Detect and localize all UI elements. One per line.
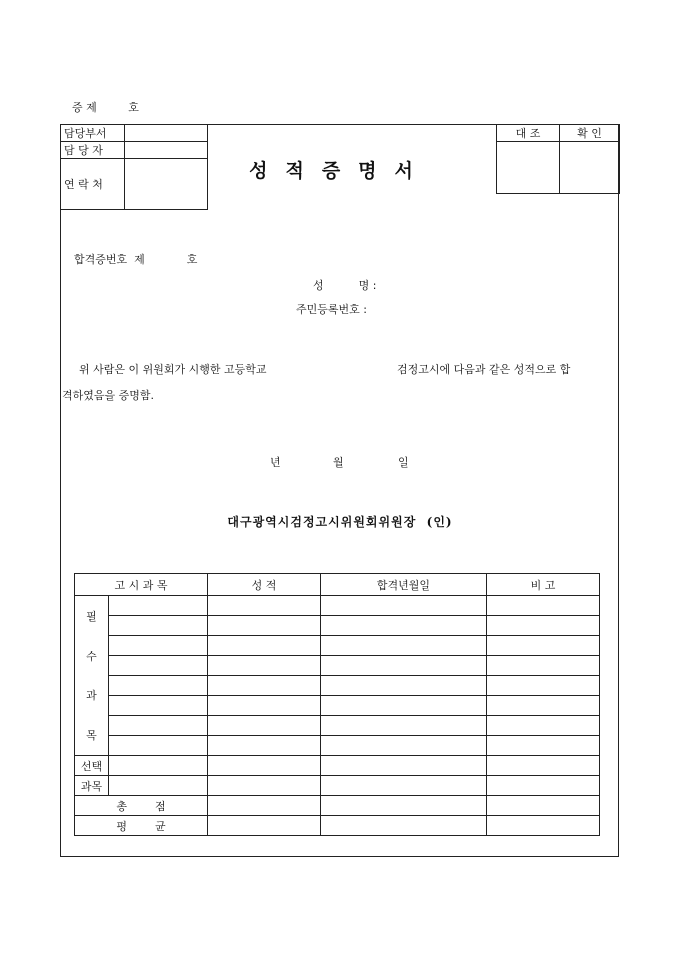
- elective-label-1: 선택: [75, 756, 109, 776]
- resident-number-label: 주민등록번호 :: [296, 303, 367, 316]
- compare-stamp-cell[interactable]: [497, 142, 560, 194]
- required-label-char: 과: [86, 689, 97, 703]
- body-text-line2: 격하였음을 증명함.: [62, 389, 155, 402]
- total-score-cell[interactable]: [208, 796, 321, 816]
- date-day: 일: [398, 456, 409, 469]
- required-label-char: 수: [86, 649, 97, 663]
- table-cell[interactable]: [109, 656, 208, 676]
- person-value[interactable]: [125, 142, 208, 159]
- table-cell[interactable]: [109, 736, 208, 756]
- contact-value[interactable]: [125, 159, 208, 210]
- table-cell[interactable]: [208, 756, 321, 776]
- certificate-number-label: 증 제 호: [72, 101, 139, 114]
- table-cell[interactable]: [208, 696, 321, 716]
- table-cell[interactable]: [208, 676, 321, 696]
- table-cell[interactable]: [321, 696, 487, 716]
- table-cell[interactable]: [109, 756, 208, 776]
- header-score: 성 적: [208, 574, 321, 596]
- table-cell[interactable]: [109, 696, 208, 716]
- table-cell[interactable]: [109, 776, 208, 796]
- table-cell[interactable]: [208, 776, 321, 796]
- total-label: 총 점: [75, 796, 208, 816]
- table-cell[interactable]: [321, 736, 487, 756]
- table-cell[interactable]: [321, 596, 487, 616]
- table-cell[interactable]: [487, 676, 600, 696]
- table-cell[interactable]: [321, 656, 487, 676]
- table-cell[interactable]: [487, 656, 600, 676]
- date-year: 년: [270, 456, 281, 469]
- table-cell[interactable]: [321, 616, 487, 636]
- table-cell[interactable]: [487, 776, 600, 796]
- table-cell[interactable]: [208, 736, 321, 756]
- required-label-char: 목: [86, 729, 97, 743]
- table-cell[interactable]: [208, 596, 321, 616]
- verification-box: [496, 124, 620, 194]
- table-cell[interactable]: [208, 716, 321, 736]
- table-cell[interactable]: [487, 816, 600, 836]
- table-cell[interactable]: [487, 596, 600, 616]
- department-info-box: [60, 124, 208, 210]
- body-text-line1-left: 위 사람은 이 위원회가 시행한 고등학교: [79, 363, 267, 376]
- confirm-stamp-cell[interactable]: [560, 142, 620, 194]
- required-subjects-label: [75, 596, 109, 756]
- header-remarks: 비 고: [487, 574, 600, 596]
- header-subject: 고 시 과 목: [75, 574, 208, 596]
- table-cell[interactable]: [208, 636, 321, 656]
- grades-table: [74, 573, 600, 836]
- department-value[interactable]: [125, 125, 208, 142]
- table-cell[interactable]: [487, 696, 600, 716]
- required-label-char: 필: [86, 609, 97, 623]
- table-cell[interactable]: [321, 716, 487, 736]
- pass-certificate-number: 합격증번호 제 호: [74, 253, 198, 266]
- table-cell[interactable]: [109, 636, 208, 656]
- table-cell[interactable]: [321, 776, 487, 796]
- issuer-seal-line: 대구광역시검정고시위원회위원장 (인): [227, 515, 453, 529]
- table-cell[interactable]: [487, 636, 600, 656]
- header-pass-date: 합격년월일: [321, 574, 487, 596]
- compare-label: 대 조: [497, 125, 560, 142]
- table-cell[interactable]: [109, 676, 208, 696]
- table-cell[interactable]: [321, 676, 487, 696]
- table-cell[interactable]: [487, 756, 600, 776]
- person-label: 담 당 자: [61, 142, 125, 159]
- document-title: 성적증명서: [249, 160, 431, 182]
- date-month: 월: [333, 456, 344, 469]
- average-label: 평 균: [75, 816, 208, 836]
- table-cell[interactable]: [109, 616, 208, 636]
- table-cell[interactable]: [321, 816, 487, 836]
- table-cell[interactable]: [487, 796, 600, 816]
- table-cell[interactable]: [321, 796, 487, 816]
- table-cell[interactable]: [208, 616, 321, 636]
- name-label: 성 명 :: [313, 279, 377, 292]
- table-cell[interactable]: [487, 716, 600, 736]
- table-cell[interactable]: [109, 716, 208, 736]
- confirm-label: 확 인: [560, 125, 620, 142]
- elective-label-2: 과목: [75, 776, 109, 796]
- table-cell[interactable]: [487, 736, 600, 756]
- table-cell[interactable]: [109, 596, 208, 616]
- table-cell[interactable]: [487, 616, 600, 636]
- body-text-line1-right: 검정고시에 다음과 같은 성적으로 합: [397, 363, 571, 376]
- table-cell[interactable]: [321, 756, 487, 776]
- average-score-cell[interactable]: [208, 816, 321, 836]
- table-cell[interactable]: [321, 636, 487, 656]
- department-label: 담당부서: [61, 125, 125, 142]
- table-cell[interactable]: [208, 656, 321, 676]
- contact-label: 연 락 처: [61, 159, 125, 210]
